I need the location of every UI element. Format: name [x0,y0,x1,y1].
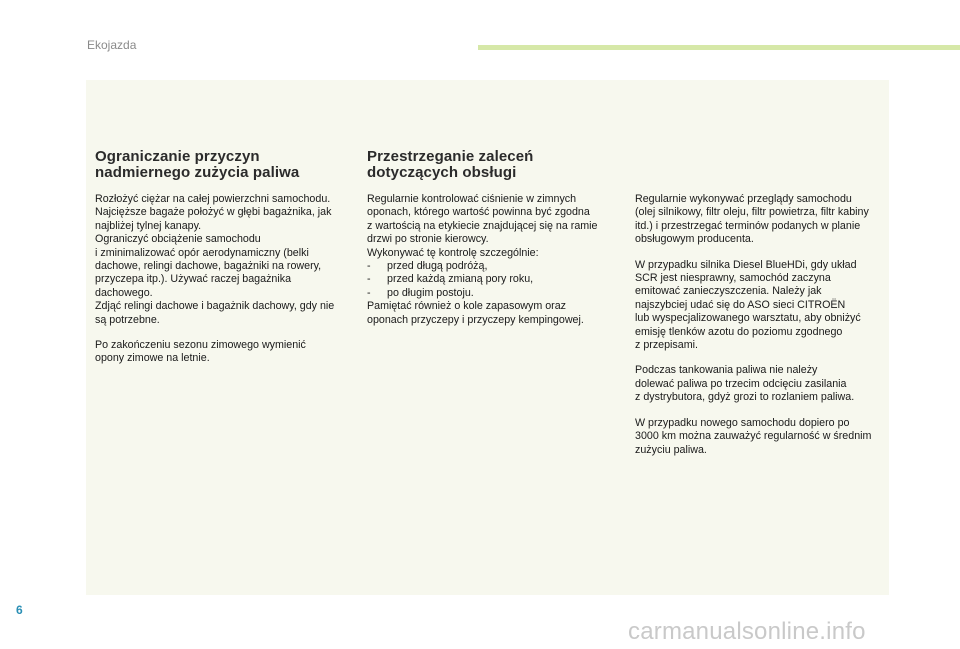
text-line: Podczas tankowania paliwa nie należy [635,364,818,377]
bullet-dash: - [367,260,371,273]
section-title [95,149,353,181]
text-line: W przypadku nowego samochodu dopiero po [635,416,850,429]
text-line: dolewać paliwa po trzecim odcięciu zasilania [635,377,847,390]
text-line: (olej silnikowy, filtr oleju, filtr powietrza, filtr kabiny [635,206,869,219]
section-title [367,149,615,181]
text-line: dachowe, relingi dachowe, bagażniki na rowery, [95,260,322,273]
text-line: 3000 km można zauważyć regularność w średnim [635,430,872,443]
paragraph [367,193,615,327]
text-line: z wartością na etykiecie znajdującej się na ramie [367,219,598,232]
paragraph [95,339,353,366]
text-line: emitować zanieczyszczenia. Należy jak [635,285,822,298]
section-service-notes [635,193,885,469]
list-item [367,287,615,300]
text-line: z dystrybutora, gdyż grozi to rozlaniem paliwa. [635,391,855,404]
text-line: Po zakończeniu sezonu zimowego wymienić [95,339,306,352]
text-line: Najcięższe bagaże położyć w głębi bagażnika, jak [95,206,332,219]
title-line: Ograniczanie przyczyn [95,148,260,165]
title-line: Przestrzeganie zaleceń [367,148,534,165]
text-line: SCR jest niesprawny, samochód zaczyna [635,272,831,285]
text-line: Rozłożyć ciężar na całej powierzchni samochodu. [95,193,331,205]
text-line: Pamiętać również o kole zapasowym oraz [367,300,566,313]
paragraph [635,259,885,353]
list-item-text: po długim postoju. [387,286,474,299]
list-item-text: przed każdą zmianą pory roku, [387,273,534,286]
title-line: dotyczących obsługi [367,164,517,181]
bullet-dash: - [367,273,371,286]
bullet-dash: - [367,286,371,299]
text-line: drzwi po stronie kierowcy. [367,233,489,246]
list-item [367,260,615,273]
paragraph [635,417,885,457]
text-line: Ograniczyć obciążenie samochodu [95,233,261,246]
list-item-text: przed długą podróżą, [387,260,488,273]
text-line: W przypadku silnika Diesel BlueHDi, gdy układ [635,258,857,271]
paragraph [635,364,885,404]
section-fuel-consumption [95,149,353,378]
text-line: najszybciej udać się do ASO sieci CITROËN [635,298,846,311]
header-rule [478,45,960,50]
text-line: oponach, którego wartość powinna być zgodna [367,206,590,219]
text-line: zużyciu paliwa. [635,443,707,456]
paragraph [635,193,885,247]
text-line: dachowego. [95,286,153,299]
text-line: są potrzebne. [95,313,160,326]
text-line: opony zimowe na letnie. [95,352,210,365]
text-line: Regularnie kontrolować ciśnienie w zimnych [367,193,577,205]
section-maintenance [367,149,615,339]
text-line: itd.) i przestrzegać terminów podanych w planie [635,219,861,232]
list-item [367,273,615,286]
text-line: obsługowym producenta. [635,233,754,246]
paragraph [95,193,353,327]
text-line: Wykonywać tę kontrolę szczególnie: [367,246,539,259]
text-line: oponach przyczepy i przyczepy kempingowej. [367,313,584,326]
text-line: przyczepa itp.). Używać raczej bagażnika [95,273,292,286]
page-number: 6 [16,603,23,617]
text-line: emisję tlenków azotu do poziomu zgodnego [635,325,843,338]
title-line: nadmiernego zużycia paliwa [95,164,300,181]
text-line: lub wyspecjalizowanego warsztatu, aby obniżyć [635,312,861,325]
header-title: Ekojazda [87,38,137,52]
text-line: najbliżej tylnej kanapy. [95,219,202,232]
watermark: carmanualsonline.info [628,618,866,645]
text-line: Zdjąć relingi dachowe i bagażnik dachowy, gdy nie [95,300,335,313]
text-line: z przepisami. [635,339,698,352]
text-line: Regularnie wykonywać przeglądy samochodu [635,193,852,205]
text-line: i zminimalizować opór aerodynamiczny (belki [95,246,309,259]
